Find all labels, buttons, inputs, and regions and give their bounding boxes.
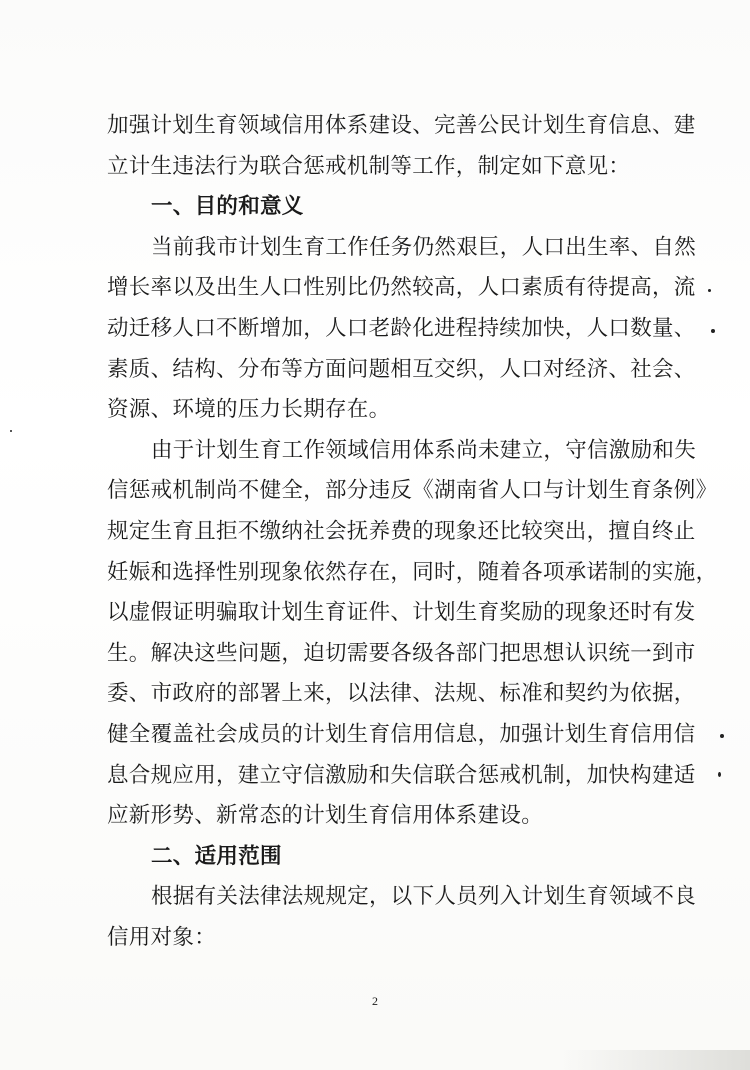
scan-shadow (560, 1050, 750, 1070)
section-heading-scope: 二、适用范围 (151, 843, 282, 869)
document-body (107, 106, 718, 958)
text-line: 委、市政府的部署上来，以法律、法规、标准和契约为依据， (107, 681, 696, 707)
text-line: 资源、环境的压力长期存在。 (107, 397, 391, 423)
text-line: 加强计划生育领域信用体系建设、完善公民计划生育信息、建 (107, 113, 696, 138)
text-line: 以虚假证明骗取计划生育证件、计划生育奖励的现象还时有发 (107, 600, 696, 626)
text-line: 动迁移人口不断增加，人口老龄化进程持续加快，人口数量、 (107, 315, 696, 341)
page-number: 2 (372, 994, 378, 1008)
paragraph-start-line: 当前我市计划生育工作任务仍然艰巨，人口出生率、自然 (151, 234, 697, 260)
scan-speck (10, 430, 12, 432)
text-line: 立计生违法行为联合惩戒机制等工作，制定如下意见： (107, 153, 631, 179)
text-line: 健全覆盖社会成员的计划生育信用信息，加强计划生育信用信 (107, 721, 696, 747)
text-line: 规定生育且拒不缴纳社会抚养费的现象还比较突出，擅自终止 (107, 518, 696, 544)
text-line: 息合规应用，建立守信激励和失信联合惩戒机制，加快构建适 (107, 762, 696, 788)
scan-speck (718, 772, 721, 777)
paragraph-start-line: 根据有关法律法规规定，以下人员列入计划生育领域不良 (151, 884, 697, 910)
text-line: 生。解决这些问题，迫切需要各级各部门把思想认识统一到市 (107, 640, 696, 666)
text-line: 增长率以及出生人口性别比仍然较高，人口素质有待提高，流 (107, 275, 696, 301)
scan-speck (711, 329, 715, 333)
text-line: 素质、结构、分布等方面问题相互交织，人口对经济、社会、 (107, 356, 696, 382)
text-line: 妊娠和选择性别现象依然存在，同时，随着各项承诺制的实施， (107, 559, 718, 585)
text-line: 信惩戒机制尚不健全，部分违反《湖南省人口与计划生育条例》 (107, 478, 718, 504)
scan-speck (720, 734, 724, 738)
paragraph-start-line: 由于计划生育工作领域信用体系尚未建立，守信激励和失 (151, 437, 697, 463)
section-heading-purpose: 一、目的和意义 (151, 194, 304, 220)
text-line: 信用对象： (107, 924, 217, 950)
text-line: 应新形势、新常态的计划生育信用体系建设。 (107, 803, 544, 829)
scan-speck (708, 289, 711, 292)
